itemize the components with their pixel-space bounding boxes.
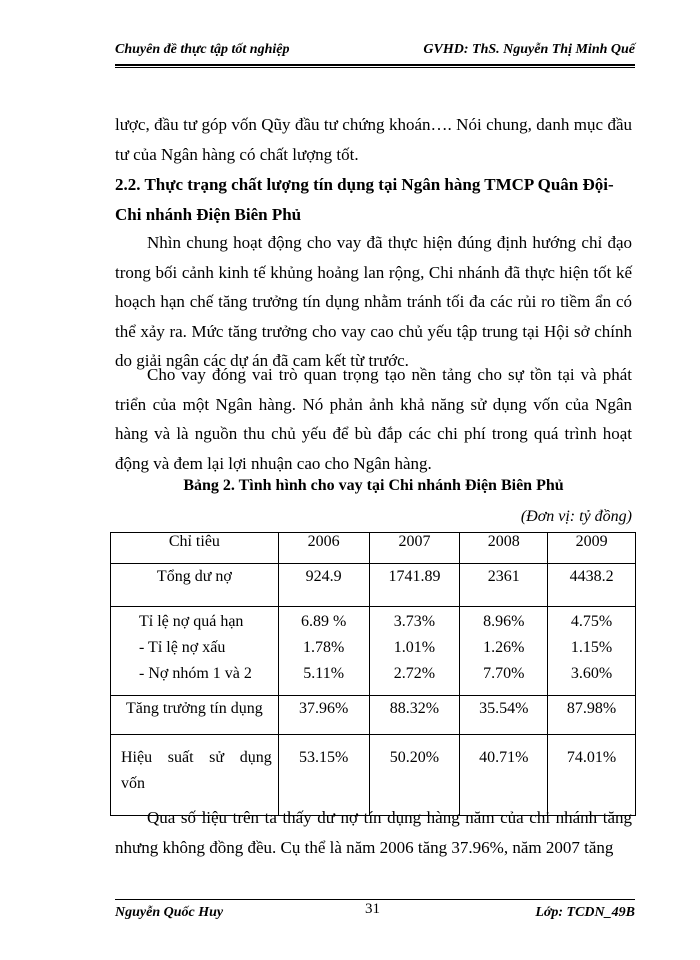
- cell-value: 8.96%: [483, 613, 525, 630]
- loan-table: [110, 532, 636, 816]
- row-label: Tỉ lệ nợ quá hạn: [139, 613, 244, 630]
- cell-value: 87.98%: [566, 700, 617, 717]
- footer-author: Nguyễn Quốc Huy: [115, 905, 224, 920]
- cell-value: 2.72%: [393, 665, 436, 682]
- cell-value: 4438.2: [569, 568, 614, 585]
- header-cell-2006: 2006: [278, 533, 369, 564]
- label-word: Hiệu: [121, 749, 153, 766]
- table-row-credit-growth: [111, 696, 636, 735]
- footer-class: Lớp: TCDN_49B: [535, 905, 635, 920]
- page-header: [115, 38, 635, 62]
- row-label: Tăng trưởng tín dụng: [126, 700, 263, 717]
- label-word: sử: [209, 749, 225, 766]
- cell-value: 2361: [487, 568, 520, 585]
- cell-value: 1.26%: [483, 639, 525, 656]
- cell-value: 40.71%: [479, 749, 529, 766]
- paragraph-analysis: Qua số liệu trên ta thấy dư nợ tín dụng hàng năm của chi nhánh tăng nhưng không đồng đều. Cụ thể là năm 2006 tăng 37.96%, năm 2007 tăng: [115, 808, 632, 857]
- header-cell-indicator: Chỉ tiêu: [111, 533, 279, 564]
- paragraph-intro: lược, đầu tư góp vốn Qũy đầu tư chứng khoán…. Nói chung, danh mục đầu tư của Ngân hàng có chất lượng tốt.: [115, 115, 632, 164]
- header-advisor: GVHD: ThS. Nguyễn Thị Minh Quế: [423, 42, 635, 57]
- paragraph-overview: Nhìn chung hoạt động cho vay đã thực hiện đúng định hướng chỉ đạo trong bối cảnh kinh tế khủng hoảng lan rộng, Chi nhánh đã thực hiện tốt kế hoạch hạn chế tăng trưởng tín dụng nhằm tránh tối đa các rủi ro tiềm ẩn có thể xảy ra. Mức tăng trưởng cho vay cao chủ yếu tập trung tại Hội sở chính do giải ngân các dự án đã cam kết từ trước.: [115, 233, 632, 370]
- table-title: Bảng 2. Tình hình cho vay tại Chi nhánh Điện Biên Phủ: [183, 477, 564, 494]
- cell-value: 50.20%: [389, 749, 440, 766]
- footer-rule: [115, 899, 635, 900]
- header-cell-2008: 2008: [460, 533, 548, 564]
- page-number: 31: [365, 901, 380, 917]
- cell-value: 1.78%: [302, 639, 345, 656]
- table-row-ratios: [111, 607, 636, 696]
- cell-value: 1741.89: [388, 568, 441, 585]
- table-unit: (Đơn vị: tỷ đồng): [520, 508, 632, 525]
- row-label-cont: vốn: [121, 775, 145, 792]
- cell-value: 7.70%: [483, 665, 525, 682]
- row-label: - Tỉ lệ nợ xấu: [139, 639, 226, 656]
- cell-value: 35.54%: [479, 700, 529, 717]
- cell-value: 74.01%: [566, 749, 617, 766]
- header-rule-thin: [115, 67, 635, 68]
- section-heading: 2.2. Thực trạng chất lượng tín dụng tại Ngân hàng TMCP Quân Đội- Chi nhánh Điện Biên Phủ: [115, 175, 614, 224]
- header-cell-2007: 2007: [369, 533, 460, 564]
- label-word: dụng: [239, 749, 272, 766]
- cell-value: 924.9: [305, 568, 342, 585]
- row-label: Tổng dư nợ: [156, 568, 232, 585]
- paragraph-role: Cho vay đóng vai trò quan trọng tạo nền tảng cho sự tồn tại và phát triển của một Ngân hàng. Nó phản ảnh khả năng sử dụng vốn của Ngân hàng và là nguồn thu chủ yếu để bù đắp các chi phí trong quá trình hoạt động và đem lại lợi nhuận cao cho Ngân hàng.: [115, 365, 632, 473]
- cell-value: 3.73%: [393, 613, 436, 630]
- label-word: suất: [167, 749, 194, 766]
- cell-value: 3.60%: [570, 665, 613, 682]
- cell-value: 6.89 %: [300, 613, 347, 630]
- cell-value: 4.75%: [570, 613, 613, 630]
- header-rule: [115, 64, 635, 66]
- cell-value: 1.15%: [570, 639, 613, 656]
- row-label: - Nợ nhóm 1 và 2: [139, 665, 252, 682]
- row-label: [111, 745, 278, 771]
- table-row-total-debt: [111, 564, 636, 607]
- cell-value: 53.15%: [298, 749, 349, 766]
- cell-value: 1.01%: [393, 639, 436, 656]
- cell-value: 5.11%: [303, 665, 345, 682]
- header-title: Chuyên đề thực tập tốt nghiệp: [115, 42, 290, 57]
- cell-value: 88.32%: [389, 700, 440, 717]
- cell-value: 37.96%: [298, 700, 349, 717]
- table-header-row: [111, 533, 636, 564]
- header-cell-2009: 2009: [548, 533, 636, 564]
